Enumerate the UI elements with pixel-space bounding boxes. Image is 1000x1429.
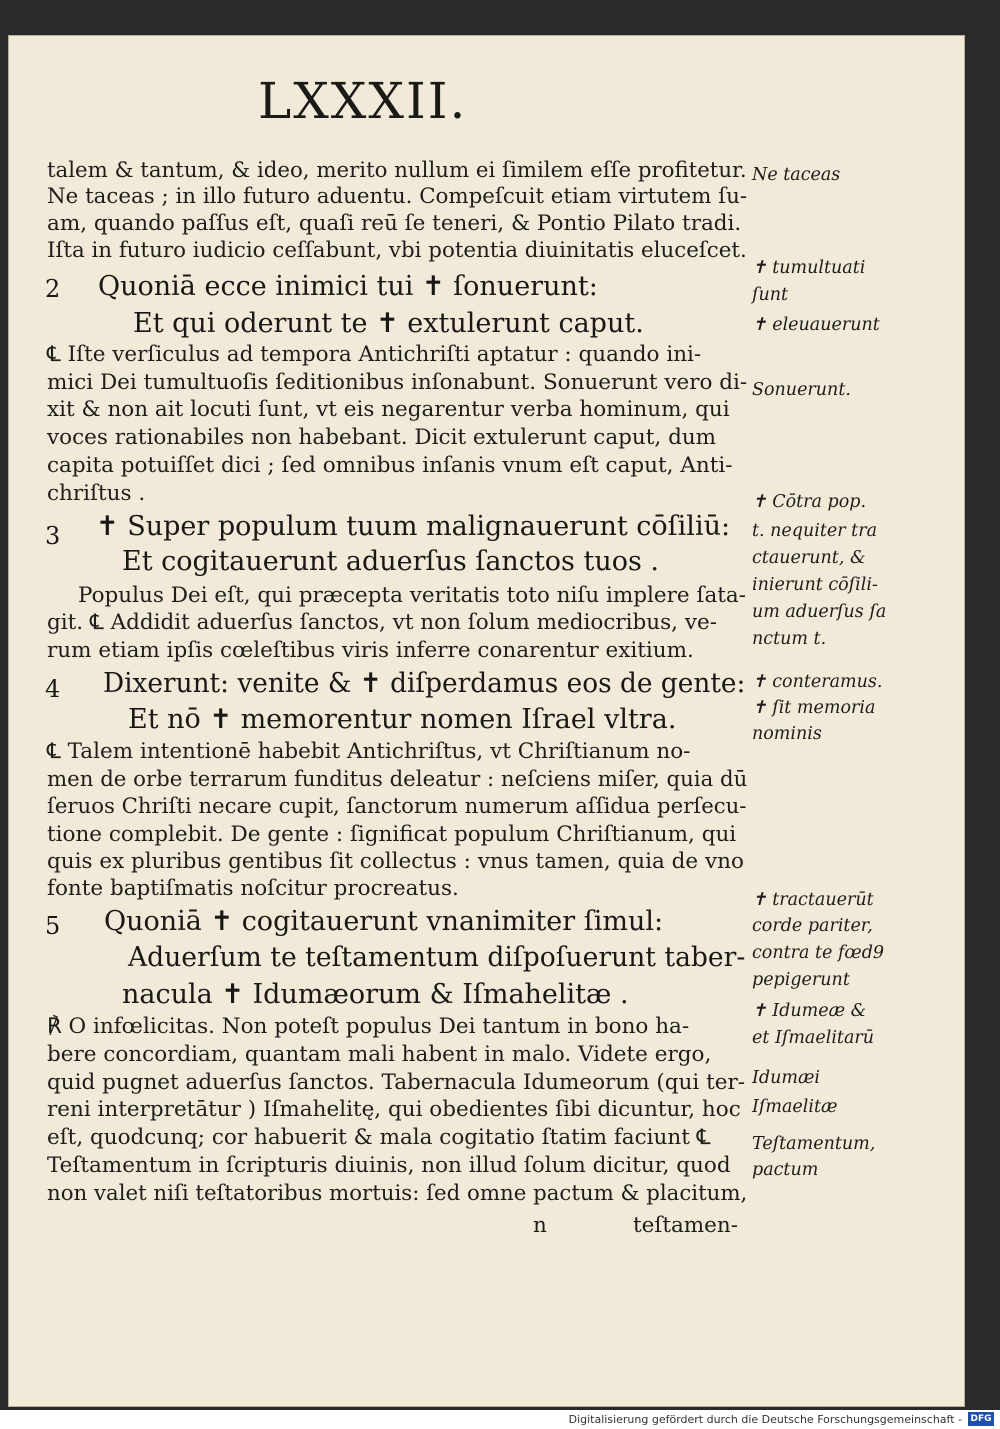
margin-note: pactum bbox=[752, 1160, 819, 1180]
margin-note: um aduerſus ſa bbox=[752, 602, 887, 622]
margin-note: corde pariter, bbox=[752, 916, 873, 936]
comment-line: men de orbe terrarum funditus deleatur : neſciens miſer, quia dū bbox=[47, 767, 748, 792]
verse-line: Quoniā ✝ cogitauerunt vnanimiter ſimul: bbox=[104, 906, 664, 937]
margin-note: ſunt bbox=[752, 285, 789, 305]
verse-number: 3 bbox=[45, 522, 61, 550]
dfg-logo: DFG bbox=[968, 1412, 994, 1426]
margin-note: ✝ Idumeæ & bbox=[752, 1001, 867, 1021]
text-line: Iſta in futuro iudicio ceſſabunt, vbi potentia diuinitatis eluceſcet. bbox=[47, 238, 747, 263]
margin-note: Ne taceas bbox=[752, 165, 841, 185]
margin-note: ✝ tractauerūt bbox=[752, 890, 874, 910]
verse-line: Aduerſum te teſtamentum diſpoſuerunt taber- bbox=[128, 942, 746, 973]
verse-line: ✝ Super populum tuum malignauerunt cōſiliū: bbox=[96, 511, 731, 542]
comment-line: quid pugnet aduerſus ſanctos. Tabernacula Idumeorum (qui ter- bbox=[47, 1070, 746, 1095]
comment-line: mici Dei tumultuoſis ſeditionibus inſonabunt. Sonuerunt vero di- bbox=[47, 370, 748, 395]
margin-note: ✝ tumultuati bbox=[752, 258, 866, 278]
margin-note: nctum t. bbox=[752, 629, 827, 649]
margin-note: Iſmaelitæ bbox=[752, 1097, 838, 1117]
verse-number: 5 bbox=[45, 912, 61, 940]
comment-line: voces rationabiles non habebant. Dicit extulerunt caput, dum bbox=[47, 425, 717, 450]
margin-note: nominis bbox=[752, 724, 822, 744]
text-line: Ne taceas ; in illo futuro aduentu. Compeſcuit etiam virtutem ſu- bbox=[47, 184, 748, 209]
verse-line: Et nō ✝ memorentur nomen Iſrael vltra. bbox=[128, 704, 677, 735]
comment-line: ℄ Talem intentionē habebit Antichriſtus, vt Chriſtianum no- bbox=[47, 739, 691, 764]
signature-mark: n bbox=[533, 1213, 547, 1238]
comment-line: xit & non ait locuti ſunt, vt eis negarentur verba hominum, qui bbox=[47, 397, 730, 422]
margin-note: et Iſmaelitarū bbox=[752, 1028, 875, 1048]
catchword: teſtamen- bbox=[633, 1213, 739, 1238]
margin-note: ✝ ſit memoria bbox=[752, 698, 876, 718]
margin-note: ✝ conteramus. bbox=[752, 672, 883, 692]
verse-line: Et cogitauerunt aduerſus ſanctos tuos . bbox=[122, 546, 660, 577]
comment-line: fonte baptiſmatis noſcitur procreatus. bbox=[47, 876, 459, 901]
verse-line: nacula ✝ Idumæorum & Iſmahelitæ . bbox=[122, 979, 629, 1010]
comment-line: tione complebit. De gente : ſignificat populum Chriſtianum, qui bbox=[47, 822, 737, 847]
margin-note: ✝ eleuauerunt bbox=[752, 315, 880, 335]
comment-line: ℄ Iſte verſiculus ad tempora Antichriſti aptatur : quando ini- bbox=[47, 342, 702, 367]
comment-line: reni interpretātur ) Iſmahelitę, qui obedientes ſibi dicuntur, hoc bbox=[47, 1097, 741, 1122]
verse-line: Quoniā ecce inimici tui ✝ ſonuerunt: bbox=[98, 271, 598, 302]
comment-line: rum etiam ipſis cœleſtibus viris inferre conarentur exitium. bbox=[47, 638, 694, 663]
verse-line: Et qui oderunt te ✝ extulerunt caput. bbox=[133, 308, 644, 339]
comment-line: Teſtamentum in ſcripturis diuinis, non illud ſolum dicitur, quod bbox=[47, 1153, 731, 1178]
comment-line: capita potuiſſet dici ; ſed omnibus inſanis vnum eſt caput, Anti- bbox=[47, 453, 733, 478]
verse-number: 2 bbox=[45, 275, 61, 303]
comment-line: non valet niſi teſtatoribus mortuis: ſed omne pactum & placitum, bbox=[47, 1181, 748, 1206]
comment-line: quis ex pluribus gentibus ſit collectus : vnus tamen, quia de vno bbox=[47, 849, 744, 874]
margin-note: Sonuerunt. bbox=[752, 380, 851, 400]
margin-note: Idumæi bbox=[752, 1068, 821, 1088]
margin-note: pepigerunt bbox=[752, 970, 850, 990]
comment-line: ſeruos Chriſti necare cupit, ſanctorum numerum aſſidua perſecu- bbox=[47, 794, 747, 819]
verse-number: 4 bbox=[45, 675, 61, 703]
text-line: talem & tantum, & ideo, merito nullum ei ſimilem eſſe profitetur. bbox=[47, 158, 747, 183]
comment-line: eſt, quodcunq; cor habuerit & mala cogitatio ſtatim faciunt ℄ bbox=[47, 1125, 711, 1150]
comment-line: git. ℄ Addidit aduerſus ſanctos, vt non ſolum mediocribus, ve- bbox=[47, 610, 717, 635]
comment-line: ℟ O infœlicitas. Non poteſt populus Dei tantum in bono ha- bbox=[47, 1014, 690, 1039]
comment-line: bere concordiam, quantam mali habent in malo. Videte ergo, bbox=[47, 1042, 712, 1067]
verse-line: Dixerunt: venite & ✝ diſperdamus eos de gente: bbox=[103, 668, 746, 699]
margin-note: ctauerunt, & bbox=[752, 548, 866, 568]
margin-note: inierunt cōſili- bbox=[752, 575, 878, 595]
margin-note: t. nequiter tra bbox=[752, 521, 878, 541]
margin-note: ✝ Cōtra pop. bbox=[752, 492, 867, 512]
text-line: am, quando paſſus eſt, quaſi reū ſe teneri, & Pontio Pilato tradi. bbox=[47, 211, 742, 236]
margin-note: contra te fœd9 bbox=[752, 943, 885, 963]
margin-note: Teſtamentum, bbox=[752, 1134, 876, 1154]
folio-number: LXXXII. bbox=[258, 72, 468, 130]
digitization-credit: Digitalisierung gefördert durch die Deutsche Forschungsgemeinschaft - bbox=[568, 1413, 962, 1426]
comment-line: Populus Dei eſt, qui præcepta veritatis toto niſu implere ſata- bbox=[78, 583, 746, 608]
comment-line: chriſtus . bbox=[47, 481, 146, 506]
